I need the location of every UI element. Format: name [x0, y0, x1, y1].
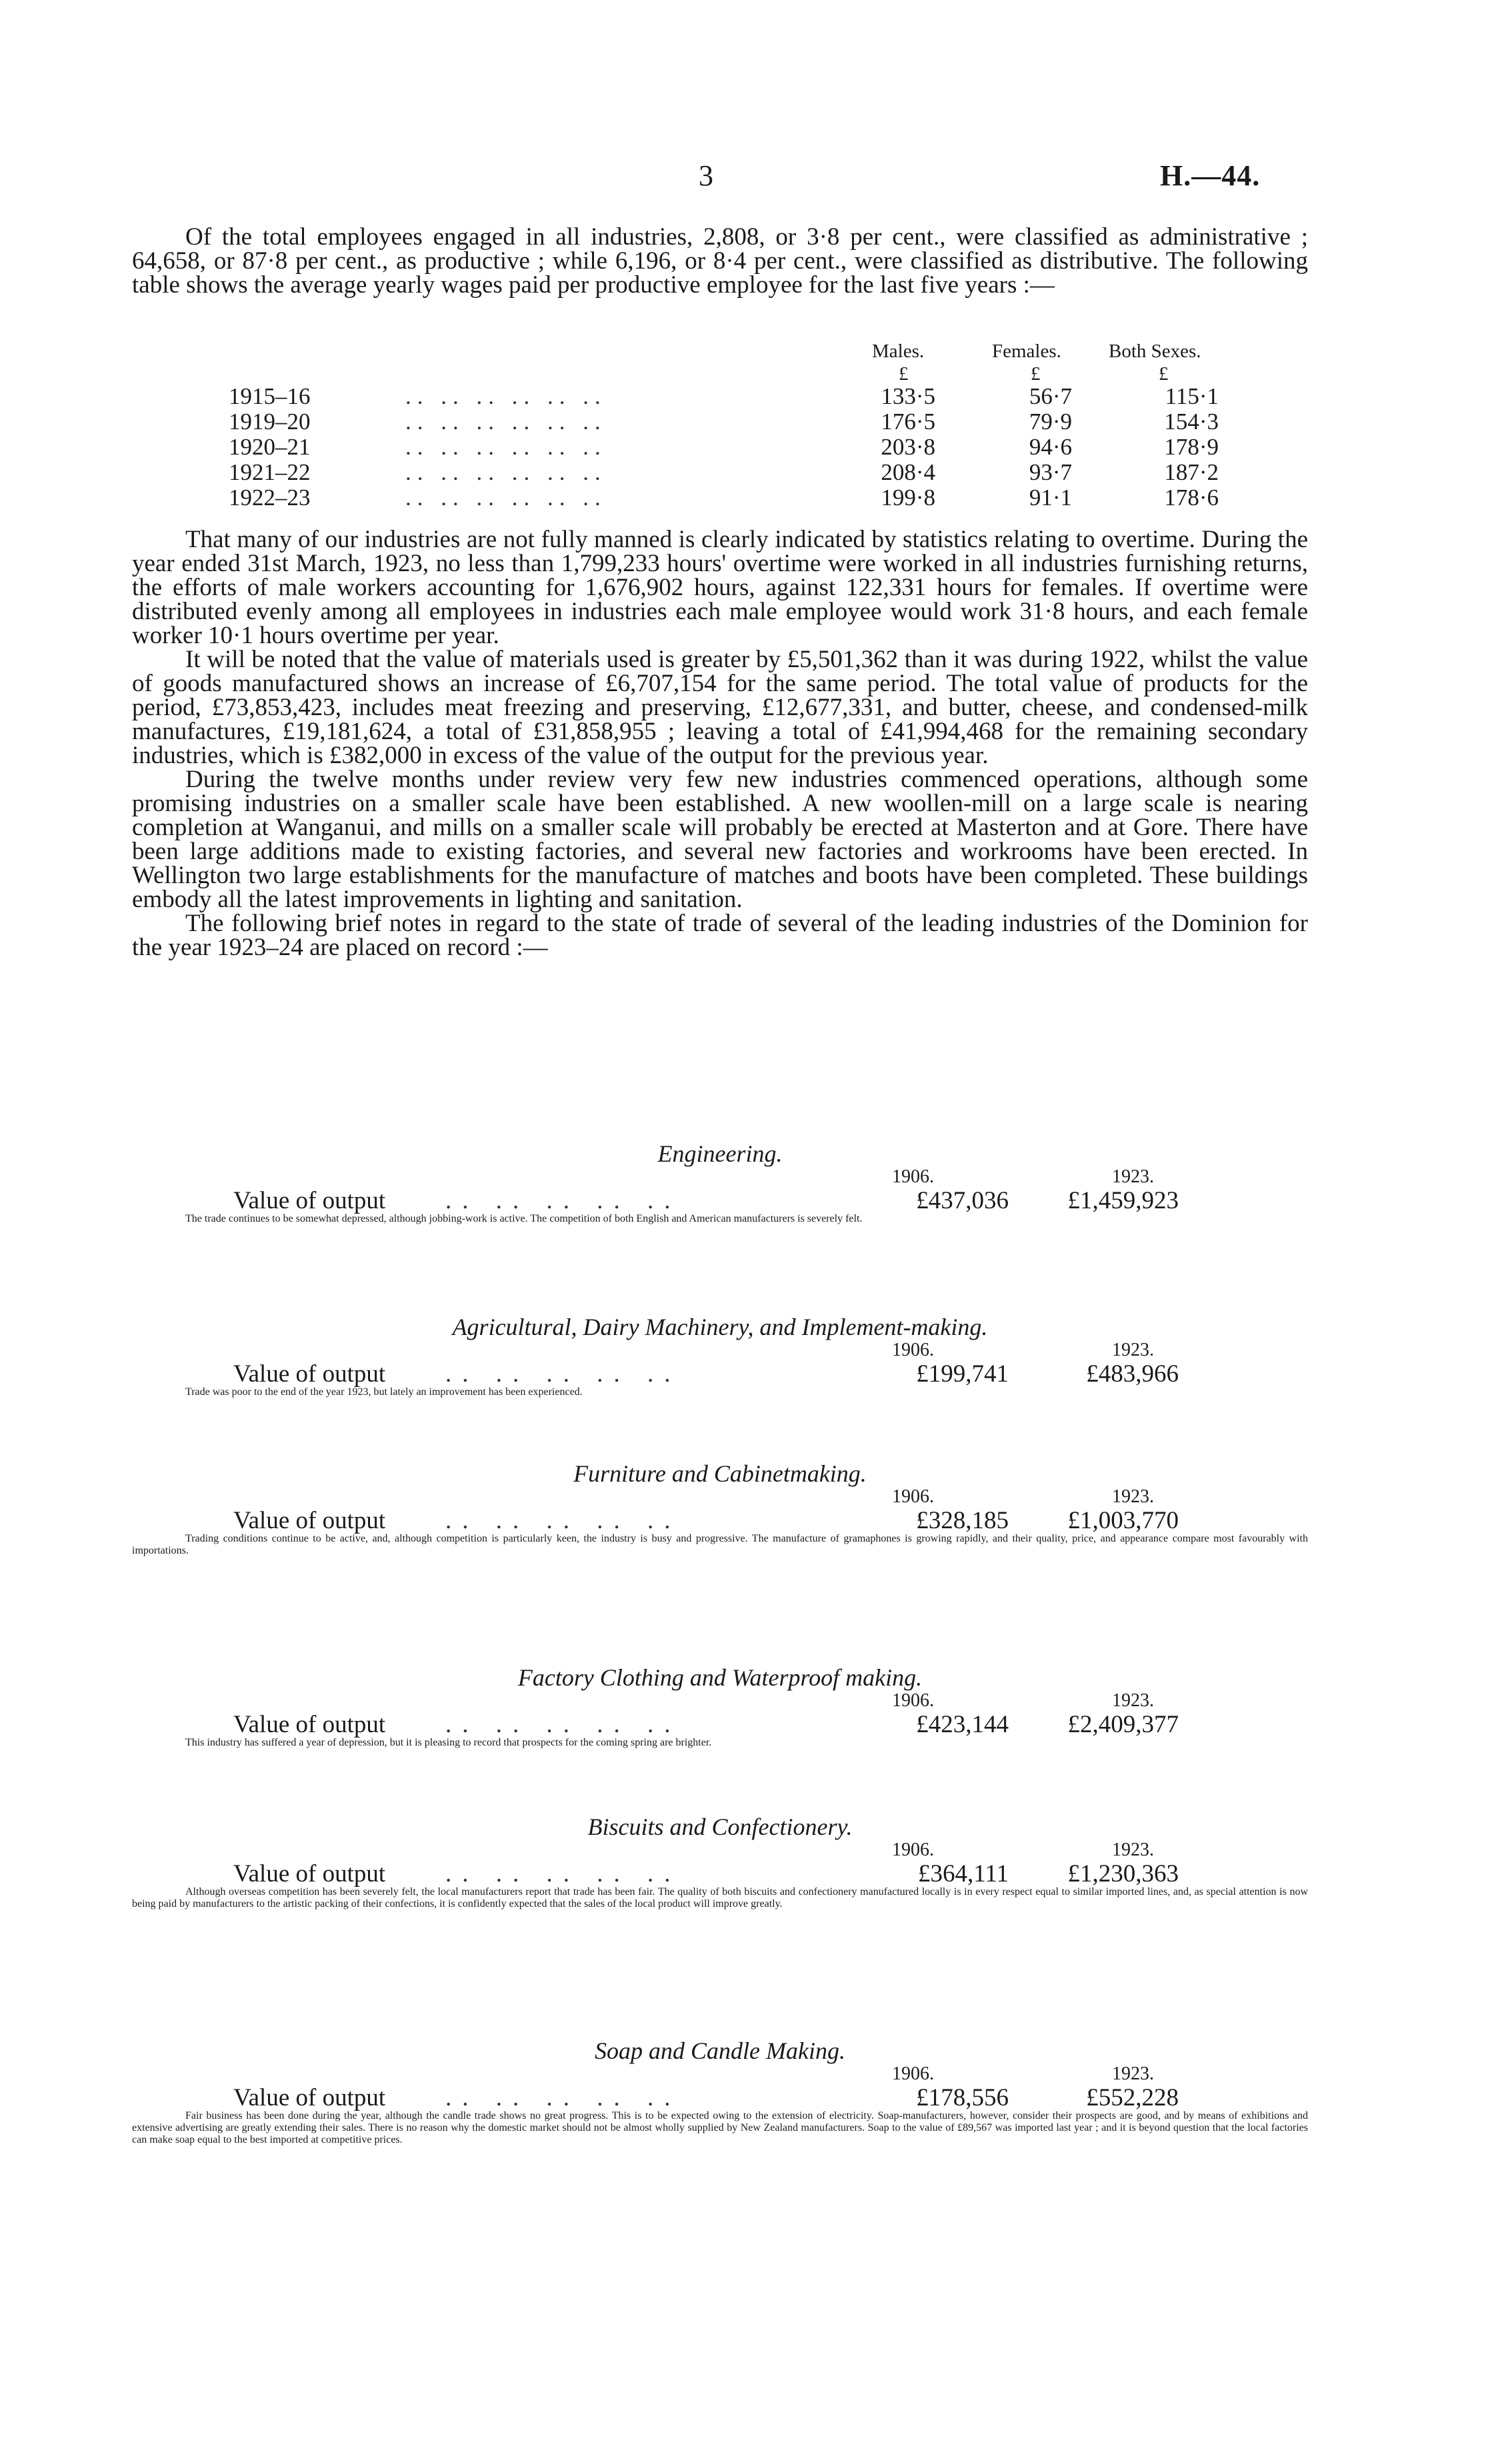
industry-section-engineering — [132, 1141, 1308, 1225]
leader-dots: .. .. .. .. .. .. — [405, 485, 607, 511]
section-title: Factory Clothing and Waterproof making. — [517, 1664, 923, 1691]
table-row — [132, 385, 1308, 411]
year-1906: 1906. — [892, 1840, 934, 1860]
section-text: Although overseas competition has been severely felt, the local manufacturers report that trade has been fair. The quality of both biscuits and confectionery manufactured locally is in every respect equal to similar imported lines, and, as special attention is now being paid by manufacturers to the artistic packing of their confections, it is confidently expected that the sales of the local product will improve greatly. — [132, 1886, 1308, 1909]
value-label: Value of output — [233, 1507, 386, 1534]
year-1906: 1906. — [892, 1486, 934, 1507]
materials-paragraph: It will be noted that the value of materials used is greater by £5,501,362 than it was during 1922, whilst the value of goods manufactured shows an increase of £6,707,154 for the same period. The total value of products for the period, £73,853,423, includes meat freezing and preserving, £12,677,331, and butter, cheese, and condensed-milk manufactures, £19,181,624, a total of £31,858,955 ; leaving a total of £41,994,468 for the remaining secondary industries, which is £382,000 in excess of the value of the output for the previous year. — [132, 646, 1308, 769]
leader-dots: .. .. .. .. .. — [445, 1507, 681, 1534]
value-1906: £437,036 — [916, 1187, 1009, 1214]
table-row — [132, 411, 1308, 436]
value-row — [132, 1186, 1308, 1213]
industry-section-soap — [132, 2038, 1308, 2146]
value-1923: £483,966 — [1086, 1360, 1179, 1388]
row-females: 79·9 — [1029, 409, 1072, 435]
section-years — [132, 1340, 1308, 1360]
leader-dots: .. .. .. .. .. — [445, 1711, 681, 1738]
value-label: Value of output — [233, 1187, 386, 1214]
value-1923: £2,409,377 — [1067, 1711, 1179, 1738]
leader-dots: .. .. .. .. .. — [445, 1187, 681, 1214]
unit-males: £ — [899, 363, 909, 385]
row-both: 178·9 — [1164, 434, 1219, 460]
section-text: Fair business has been done during the year, although the candle trade shows no great progress. This is to be expected owing to the extension of electricity. Soap-manufacturers, however, consider their prospects are good, and by means of exhibitions and extensive advertising are greatly extending their sales. There is no reason why the domestic market should not be almost wholly supplied by New Zealand manufacturers. Soap to the value of £89,567 was imported last year ; and it is beyond question that the local factories can make soap equal to the best imported at competitive prices. — [132, 2110, 1308, 2145]
leader-dots: .. .. .. .. .. .. — [405, 434, 607, 460]
value-1906: £199,741 — [916, 1360, 1009, 1388]
notes-intro-paragraph: The following brief notes in regard to the state of trade of several of the leading industries of the Dominion for the year 1923–24 are placed on record :— — [132, 910, 1308, 961]
document-reference: H.—44. — [1160, 159, 1261, 192]
leader-dots: .. .. .. .. .. — [445, 1360, 681, 1388]
section-text: Trading conditions continue to be active, and, although competition is particularly keen, the industry is busy and progressive. The manufacture of gramaphones is growing rapidly, and their quality, price, and appearance compare most favourably with importations. — [132, 1533, 1308, 1556]
row-both: 154·3 — [1164, 409, 1219, 435]
row-females: 56·7 — [1029, 383, 1072, 409]
year-1923: 1923. — [1112, 1840, 1154, 1860]
section-text: This industry has suffered a year of depression, but it is pleasing to record that prospects for the coming spring are brighter. — [185, 1737, 712, 1748]
value-1923: £1,230,363 — [1067, 1860, 1179, 1887]
section-title: Agricultural, Dairy Machinery, and Implement-making. — [452, 1314, 988, 1340]
section-text: The trade continues to be somewhat depressed, although jobbing-work is active. The competition of both English and American manufacturers is severely felt. — [185, 1213, 863, 1224]
year-1923: 1923. — [1112, 1340, 1154, 1360]
intro-paragraph-block — [132, 225, 1308, 297]
year-1906: 1906. — [892, 1340, 934, 1360]
row-year: 1915–16 — [229, 383, 311, 409]
row-females: 94·6 — [1029, 434, 1072, 460]
section-title: Furniture and Cabinetmaking. — [573, 1460, 867, 1487]
section-years — [132, 1690, 1308, 1710]
value-1923: £552,228 — [1086, 2084, 1179, 2111]
section-years — [132, 1840, 1308, 1859]
industry-section-biscuits — [132, 1814, 1308, 1910]
value-row — [132, 1710, 1308, 1737]
row-both: 178·6 — [1164, 485, 1219, 511]
overtime-paragraph: That many of our industries are not fully manned is clearly indicated by statistics relating to overtime. During the year ended 31st March, 1923, no less than 1,799,233 hours' overtime were worked in all industries furnishing returns, the efforts of male workers accounting for 1,676,902 hours, against 122,331 hours for females. If overtime were distributed evenly among all employees in industries each male employee would work 31·8 hours, and each female worker 10·1 hours overtime per year. — [132, 526, 1308, 649]
leader-dots: .. .. .. .. .. .. — [405, 459, 607, 485]
value-1906: £364,111 — [917, 1860, 1009, 1887]
year-1906: 1906. — [892, 1690, 934, 1711]
wages-table-units — [132, 363, 1308, 385]
row-year: 1920–21 — [229, 434, 311, 460]
value-1923: £1,459,923 — [1067, 1187, 1179, 1214]
row-both: 187·2 — [1164, 459, 1219, 485]
row-year: 1919–20 — [229, 409, 311, 435]
value-label: Value of output — [233, 1860, 386, 1887]
year-1923: 1923. — [1112, 1486, 1154, 1507]
page-number: 3 — [699, 159, 713, 192]
year-1923: 1923. — [1112, 2063, 1154, 2084]
row-males: 133·5 — [881, 383, 935, 409]
value-label: Value of output — [233, 2084, 386, 2111]
section-text: Trade was poor to the end of the year 1923, but lately an improvement has been experienced. — [185, 1386, 583, 1398]
value-1923: £1,003,770 — [1067, 1507, 1179, 1534]
value-row — [132, 1360, 1308, 1386]
value-label: Value of output — [233, 1360, 386, 1388]
row-both: 115·1 — [1165, 383, 1219, 409]
value-1906: £328,185 — [916, 1507, 1009, 1534]
table-row — [132, 436, 1308, 461]
value-1906: £178,556 — [916, 2084, 1009, 2111]
col-both: Both Sexes. — [1109, 341, 1201, 362]
row-males: 199·8 — [881, 485, 935, 511]
value-1906: £423,144 — [916, 1711, 1009, 1738]
table-row — [132, 461, 1308, 487]
industry-section-furniture — [132, 1461, 1308, 1557]
leader-dots: .. .. .. .. .. — [445, 1860, 681, 1887]
section-title: Soap and Candle Making. — [595, 2037, 845, 2064]
section-years — [132, 2063, 1308, 2083]
row-year: 1922–23 — [229, 485, 311, 511]
main-paragraphs — [132, 528, 1308, 960]
col-females: Females. — [992, 341, 1061, 362]
year-1923: 1923. — [1112, 1166, 1154, 1187]
row-males: 176·5 — [881, 409, 935, 435]
value-row — [132, 2083, 1308, 2110]
row-females: 93·7 — [1029, 459, 1072, 485]
value-label: Value of output — [233, 1711, 386, 1738]
table-row — [132, 487, 1308, 512]
wages-table-header — [132, 340, 1308, 363]
row-females: 91·1 — [1029, 485, 1072, 511]
section-years — [132, 1486, 1308, 1506]
industry-section-clothing — [132, 1665, 1308, 1749]
leader-dots: .. .. .. .. .. .. — [405, 383, 607, 409]
section-title: Engineering. — [657, 1140, 783, 1167]
intro-paragraph: Of the total employees engaged in all industries, 2,808, or 3·8 per cent., were classified as administrative ; 64,658, or 87·8 per cent., as productive ; while 6,196, or 8·4 per cent., were classified as distributive. The following table shows the average yearly wages paid per productive employee for the last five years :— — [132, 223, 1308, 299]
value-row — [132, 1506, 1308, 1533]
value-row — [132, 1859, 1308, 1886]
leader-dots: .. .. .. .. .. .. — [405, 409, 607, 435]
new-industries-paragraph: During the twelve months under review very few new industries commenced operations, although some promising industries on a smaller scale have been established. A new woollen-mill on a large scale is nearing completion at Wanganui, and mills on a smaller scale will probably be erected at Masterton and at Gore. There have been large additions made to existing factories, and several new factories and workrooms have been erected. In Wellington two large establishments for the manufacture of matches and boots have been completed. These buildings embody all the latest improvements in lighting and sanitation. — [132, 766, 1308, 913]
row-year: 1921–22 — [229, 459, 311, 485]
section-title: Biscuits and Confectionery. — [587, 1814, 853, 1840]
year-1923: 1923. — [1112, 1690, 1154, 1711]
row-males: 203·8 — [881, 434, 935, 460]
row-males: 208·4 — [881, 459, 935, 485]
wages-table — [132, 340, 1308, 512]
leader-dots: .. .. .. .. .. — [445, 2084, 681, 2111]
unit-females: £ — [1031, 363, 1041, 385]
unit-both: £ — [1159, 363, 1169, 385]
col-males: Males. — [872, 341, 925, 362]
year-1906: 1906. — [892, 2063, 934, 2084]
section-years — [132, 1166, 1308, 1186]
industry-section-agricultural — [132, 1314, 1308, 1398]
year-1906: 1906. — [892, 1166, 934, 1187]
